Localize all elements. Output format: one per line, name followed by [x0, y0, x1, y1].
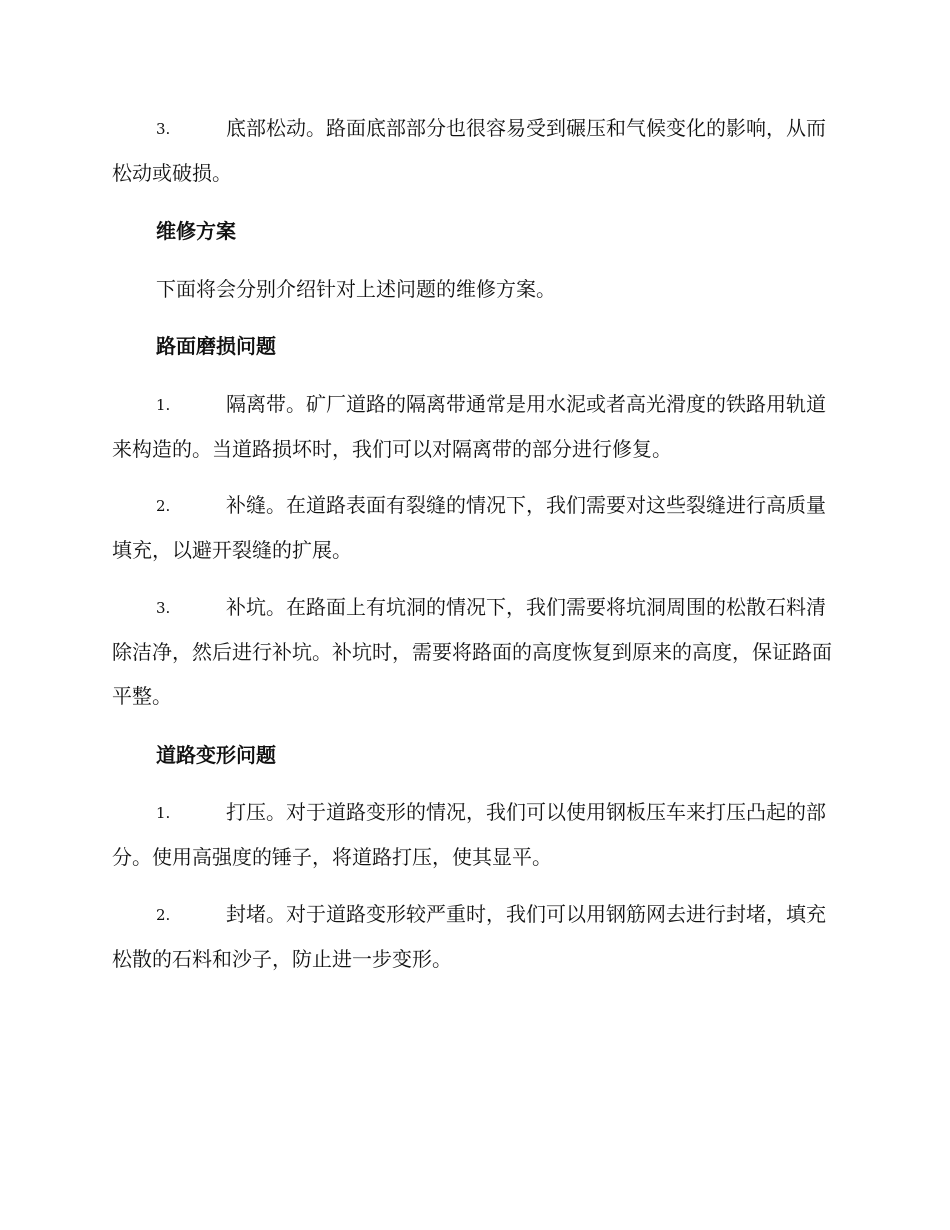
list-item [112, 790, 834, 879]
list-number: 1. [156, 804, 171, 822]
list-text: 补缝。在道路表面有裂缝的情况下，我们需要对这些裂缝进行高质量填充，以避开裂缝的扩展。 [112, 493, 826, 562]
section-heading-deformation: 道路变形问题 [156, 743, 276, 767]
list-text: 底部松动。路面底部部分也很容易受到碾压和气候变化的影响，从而松动或破损。 [112, 116, 826, 185]
list-number: 3. [156, 599, 171, 617]
list-item [112, 585, 834, 718]
list-number: 2. [156, 497, 171, 515]
section-heading-repair-plan: 维修方案 [156, 219, 236, 243]
list-text: 打压。对于道路变形的情况，我们可以使用钢板压车来打压凸起的部分。使用高强度的锤子，将道路打压，使其显平。 [112, 800, 826, 869]
list-text: 封堵。对于道路变形较严重时，我们可以用钢筋网去进行封堵，填充松散的石料和沙子，防止进一步变形。 [112, 902, 826, 971]
list-text: 隔离带。矿厂道路的隔离带通常是用水泥或者高光滑度的铁路用轨道来构造的。当道路损坏时，我们可以对隔离带的部分进行修复。 [112, 392, 826, 461]
intro-paragraph: 下面将会分别介绍针对上述问题的维修方案。 [156, 277, 556, 301]
list-number: 2. [156, 906, 171, 924]
list-text: 补坑。在路面上有坑洞的情况下，我们需要将坑洞周围的松散石料清除洁净，然后进行补坑。补坑时，需要将路面的高度恢复到原来的高度，保证路面平整。 [112, 595, 832, 708]
list-item [112, 483, 834, 572]
list-number: 3. [156, 120, 171, 138]
section-heading-wear: 路面磨损问题 [156, 334, 276, 358]
list-item [112, 106, 834, 195]
list-item [112, 892, 834, 981]
list-number: 1. [156, 396, 171, 414]
list-item [112, 382, 834, 471]
